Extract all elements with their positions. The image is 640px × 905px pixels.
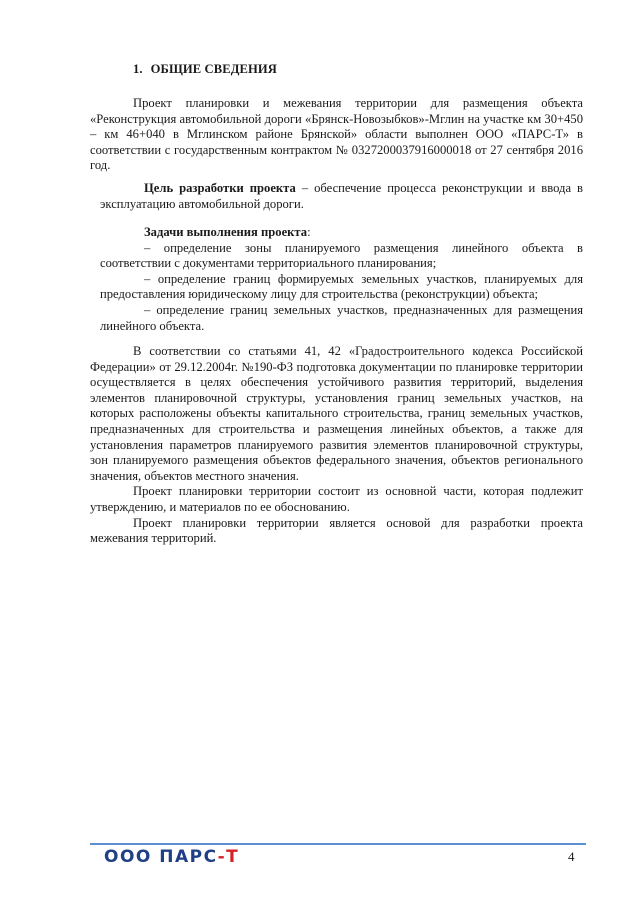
task-item: – определение границ формируемых земельных участков, планируемых для предоставления юридическому лицу для строительства (реконструкции) объекта; (100, 271, 583, 302)
logo-accent-text: -Т (217, 847, 240, 867)
section-title: ОБЩИЕ СВЕДЕНИЯ (150, 62, 277, 76)
tasks-colon: : (307, 225, 311, 239)
intro-paragraph: Проект планировки и межевания территории для размещения объекта «Реконструкция автомобильной дороги «Брянск-Новозыбков»-Мглин на участке км 30+450 – км 46+040 в Мглинском районе Брянской» области выполнен ООО «ПАРС-Т» в соответствии с государственным контрактом № 0327200037916000018 от 27 сентября 2016 год. (90, 96, 583, 173)
tasks-block (100, 225, 583, 334)
task-item: – определение границ земельных участков, предназначенных для размещения линейного объекта. (100, 302, 583, 333)
tasks-label: Задачи выполнения проекта (144, 225, 308, 239)
legal-basis-section (90, 344, 583, 547)
section-number: 1. (133, 62, 143, 76)
composition-paragraph: Проект планировки территории состоит из основной части, которая подлежит утверждению, и материалов по ее обоснованию. (90, 484, 583, 514)
task-item: – определение зоны планируемого размещения линейного объекта в соответствии с документами территориального планирования; (100, 240, 583, 271)
page-number: 4 (568, 849, 575, 864)
company-logo (104, 847, 240, 867)
legal-basis-paragraph: В соответствии со статьями 41, 42 «Градостроительного кодекса Российской Федерации» от 29.12.2004г. №190-ФЗ подготовка документации по планировке территории осуществляется в целях обеспечения устойчивого развития территорий, выделения элементов планировочной структуры, установления границ земельных участков, на которых расположены объекты капитального строительства, границ земельных участков, предназначенных для строительства и размещения линейных объектов, а также для установления параметров планируемого развития элементов планировочной структуры, зон планируемого размещения объектов федерального значения, объектов регионального значения, объектов местного значения. (90, 344, 583, 483)
goal-text: – обеспечение процесса реконструкции и ввода в эксплуатацию автомобильной дороги. (100, 181, 583, 211)
section-heading (133, 62, 277, 78)
tasks-heading (100, 225, 583, 241)
footer-divider (90, 843, 586, 845)
logo-main-text: ООО ПАРС (104, 847, 218, 867)
basis-paragraph: Проект планировки территории является основой для разработки проекта межевания территорий. (90, 515, 583, 546)
goal-paragraph (100, 181, 583, 212)
goal-label: Цель разработки проекта (144, 181, 296, 195)
